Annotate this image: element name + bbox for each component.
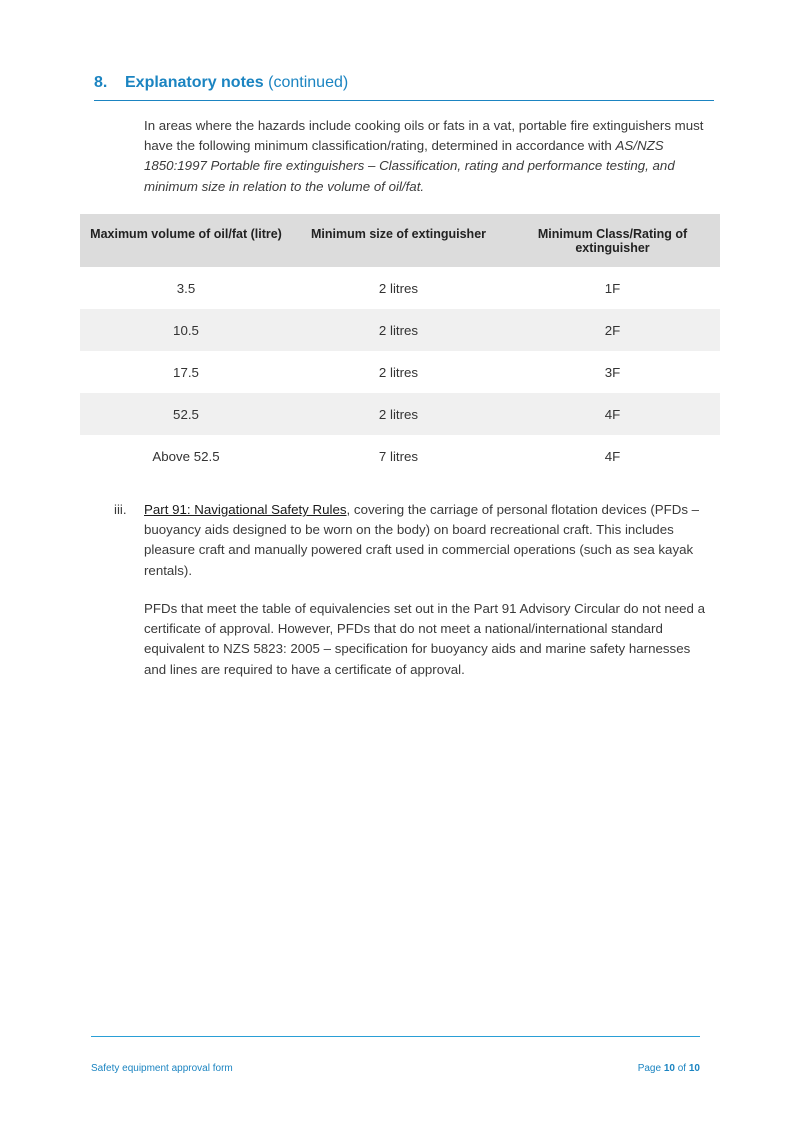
pfd-paragraph: PFDs that meet the table of equivalencies set out in the Part 91 Advisory Circular do not need a certificate of approval. However, PFDs that do not meet a national/international standard equivalent to NZS 5823: 2005 – specification for buoyancy aids and marine safety harnesses and lines are required to have a certificate of approval. bbox=[144, 601, 706, 677]
cell-size: 2 litres bbox=[292, 393, 505, 435]
table-row bbox=[80, 393, 720, 435]
part-91-link[interactable]: Part 91: Navigational Safety Rules bbox=[144, 502, 347, 517]
footer-page-number bbox=[638, 1063, 700, 1074]
cell-size: 7 litres bbox=[378, 448, 419, 464]
table-row bbox=[80, 309, 720, 351]
header-class-rating: Minimum Class/Rating of extinguisher bbox=[505, 214, 720, 267]
cell-volume: Above 52.5 bbox=[152, 448, 220, 464]
page-total: 10 bbox=[688, 1063, 700, 1074]
section-title: Explanatory notes bbox=[125, 74, 264, 91]
extinguisher-table bbox=[80, 214, 720, 477]
table-row bbox=[80, 351, 720, 393]
cell-volume: 3.5 bbox=[176, 280, 196, 296]
cell-volume: 10.5 bbox=[80, 309, 292, 351]
list-item-body bbox=[144, 500, 714, 581]
cell-rating: 1F bbox=[604, 280, 621, 296]
footer-document-title: Safety equipment approval form bbox=[91, 1063, 233, 1074]
cell-rating: 3F bbox=[604, 364, 621, 380]
cell-volume: 17.5 bbox=[173, 364, 199, 380]
section-number: 8. bbox=[94, 74, 108, 91]
intro-citation: AS/NZS 1850:1997 Portable fire extinguishers – Classification, rating and performance testing, and minimum size in relation to the volume of oil/fat. bbox=[144, 138, 675, 194]
header-max-volume: Maximum volume of oil/fat (litre) bbox=[80, 214, 292, 267]
cell-rating: 2F bbox=[505, 309, 720, 351]
table-row bbox=[80, 435, 720, 477]
footer-divider bbox=[91, 1036, 700, 1037]
cell-rating: 4F bbox=[604, 448, 621, 464]
page-label: Page bbox=[637, 1063, 664, 1074]
cell-size: 2 litres bbox=[292, 309, 505, 351]
table-header-row bbox=[80, 214, 720, 267]
intro-paragraph bbox=[144, 116, 704, 197]
cell-volume: 52.5 bbox=[80, 393, 292, 435]
list-item-text: , covering the carriage of personal flotation devices (PFDs – buoyancy aids designed to be worn on the body) on board recreational craft. This includes pleasure craft and manually powered craft used in commercial operations (such as sea kayak rentals). bbox=[144, 502, 700, 578]
list-item-iii bbox=[114, 500, 714, 581]
cell-size: 2 litres bbox=[378, 364, 419, 380]
cell-size: 2 litres bbox=[378, 280, 419, 296]
list-marker: iii. bbox=[114, 502, 127, 517]
intro-text: In areas where the hazards include cooking oils or fats in a vat, portable fire extinguishers must have the following minimum classification/rating, determined in accordance with bbox=[144, 118, 704, 154]
header-min-size: Minimum size of extinguisher bbox=[292, 214, 505, 267]
section-suffix: (continued) bbox=[263, 74, 349, 91]
cell-rating: 4F bbox=[505, 393, 720, 435]
section-heading bbox=[94, 74, 714, 101]
page-of: of bbox=[674, 1063, 689, 1074]
page-current: 10 bbox=[663, 1063, 675, 1074]
table-row bbox=[80, 267, 720, 309]
